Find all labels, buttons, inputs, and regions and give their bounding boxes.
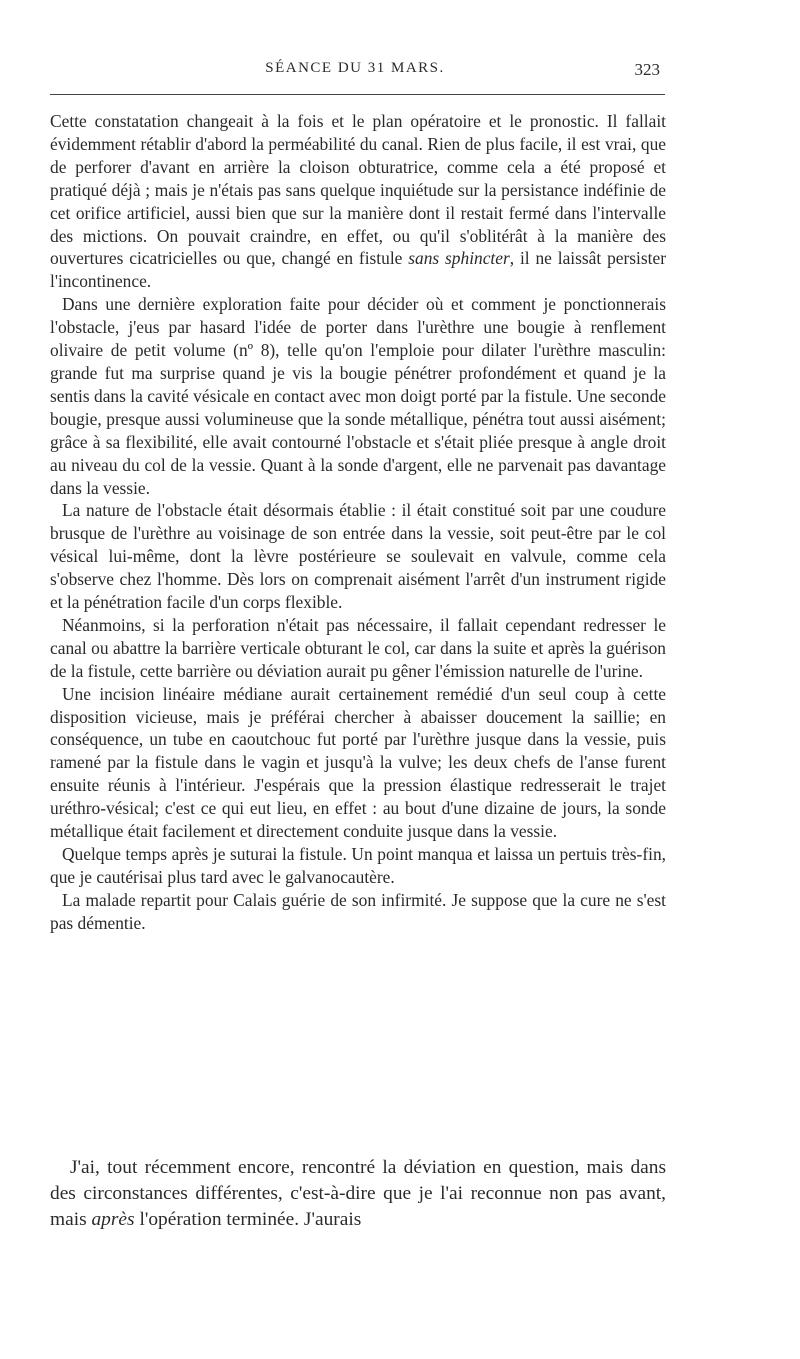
paragraph (50, 110, 666, 293)
paragraph-text: Cette constatation changeait à la fois et le plan opératoire et le pronostic. Il fallait évidemment rétablir d'abord la perméabilité du canal. Rien de plus facile, il est vrai, que de perforer d'avant en arrière la cloison obturatrice, comme cela a été proposé et pratiqué déjà ; mais je n'étais pas sans quelque inquiétude sur la persistance indéfinie de cet orifice artificiel, aussi bien que sur la manière dont il restait fermé dans l'intervalle des mictions. On pouvait craindre, en effet, ou qu'il s'oblitérât à la manière des ouvertures cicatricielles ou que, changé en fistule (50, 111, 666, 269)
body-text (50, 110, 666, 935)
paragraph: Néanmoins, si la perforation n'était pas nécessaire, il fallait cependant redresser le canal ou abattre la barrière verticale obturant le col, car dans la suite et après la guérison de la fistule, cette barrière ou déviation aurait pu gêner l'émission naturelle de l'urine. (50, 614, 666, 681)
paragraph-text: l'opération terminée. J'aurais (139, 1209, 362, 1230)
paragraph: Quelque temps après je suturai la fistule. Un point manqua et laissa un pertuis très-fin, que je cautérisai plus tard avec le galvanocautère. (50, 844, 666, 887)
paragraph (50, 1155, 666, 1233)
paragraph-text: J'ai, tout récemment encore, rencontré la déviation en question, mais dans des circonstances différentes, c'est-à-dire que je l'ai reconnue non pas avant, mais (50, 1157, 666, 1230)
paragraph-text: , il ne laissât persister l'incontinence. (50, 248, 667, 292)
paragraph: Dans une dernière exploration faite pour décider où et comment je ponctionnerais l'obstacle, j'eus par hasard l'idée de porter dans l'urèthre une bougie à renflement olivaire de petit volume (nº 8), telle qu'on l'emploie pour dilater l'urèthre masculin: grande fut ma surprise quand je vis la bougie pénétrer profondément et quand je la sentis dans la cavité vésicale en contact avec mon doigt porté par la fistule. Une seconde bougie, presque aussi volumineuse que la sonde métallique, pénétra tout aussi aisément; grâce à sa flexibilité, elle avait contourné l'obstacle et s'était pliée presque à angle droit au niveau du col de la vessie. Quant à la sonde d'argent, elle ne parvenait pas davantage dans la vessie. (50, 294, 666, 498)
running-title: SÉANCE DU 31 MARS. (265, 60, 445, 76)
large-text-section (50, 1155, 666, 1233)
header-rule (50, 94, 665, 95)
running-header (50, 60, 660, 88)
paragraph: Une incision linéaire médiane aurait certainement remédié d'un seul coup à cette disposition vicieuse, mais je préférai chercher à abaisser doucement la saillie; en conséquence, un tube en caoutchouc fut porté par l'urèthre jusque dans la vessie, puis ramené par la fistule dans le vagin et jusqu'à la vulve; les deux chefs de l'anse furent ensuite réunis à l'intérieur. J'espérais que la pression élastique redresserait le trajet uréthro-vésical; c'est ce qui eut lieu, en effet : au bout d'une dizaine de jours, la sonde métallique était facilement et directement conduite jusque dans la vessie. (50, 683, 666, 842)
paragraph: La malade repartit pour Calais guérie de son infirmité. Je suppose que la cure ne s'est pas démentie. (50, 889, 666, 933)
italic-term: sans sphincter (408, 248, 510, 269)
paragraph: La nature de l'obstacle était désormais établie : il était constitué soit par une coudure brusque de l'urèthre au voisinage de son entrée dans la vessie, soit peut-être par le col vésical lui-même, dont la lèvre postérieure se soulevait en valvule, comme cela s'observe chez l'homme. Dès lors on comprenait aisément l'arrêt d'un instrument rigide et la pénétration facile d'un corps flexible. (50, 500, 666, 613)
page-number: 323 (634, 60, 660, 79)
italic-term: après (91, 1209, 135, 1230)
